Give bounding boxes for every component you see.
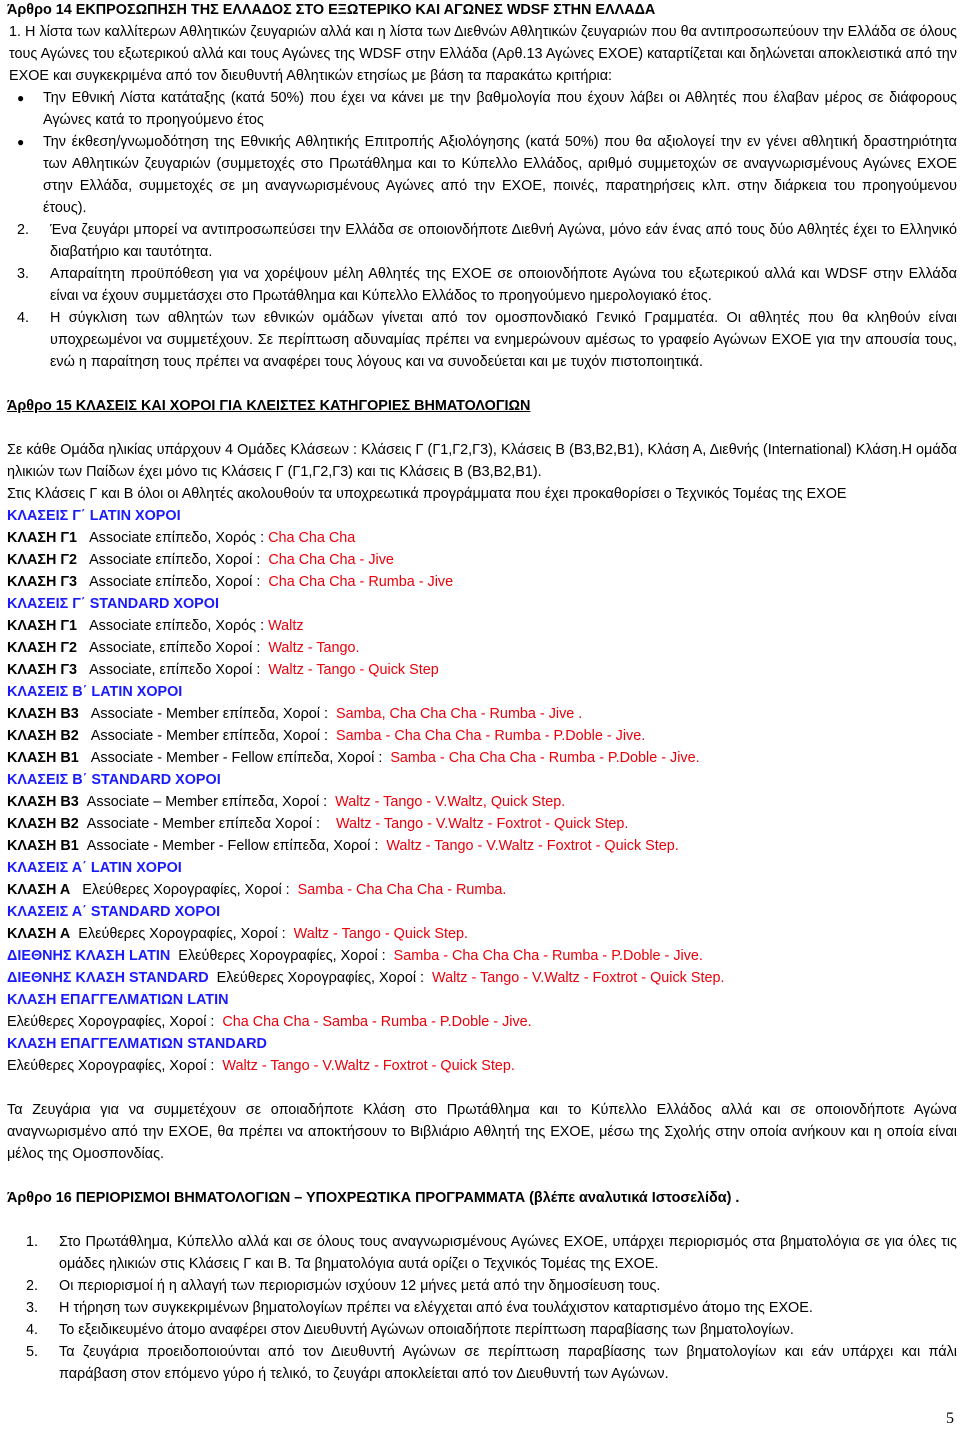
article-16-heading: Άρθρο 16 ΠΕΡΙΟΡΙΣΜΟΙ ΒΗΜΑΤΟΛΟΓΙΩΝ – ΥΠΟΧΡΕΩΤΙΚΑ ΠΡΟΓΡΑΜΜΑΤΑ (βλέπε αναλυτικά Ιστοσελίδα) . xyxy=(7,1190,740,1206)
class-level-description: Associate επίπεδο, Χορός : xyxy=(77,530,269,546)
class-line xyxy=(7,1033,957,1055)
class-name-international: ΔΙΕΘΝΗΣ ΚΛΑΣΗ LATIN xyxy=(7,948,171,964)
bullet-icon: ● xyxy=(17,91,25,105)
class-name: ΚΛΑΣΗ Γ3 xyxy=(7,662,78,678)
class-level-description: Associate - Member - Fellow επίπεδα, Χοροί : xyxy=(78,838,387,854)
list-item-number: 1. xyxy=(26,1234,39,1250)
class-line xyxy=(7,857,957,879)
class-name: ΚΛΑΣΗ Γ2 xyxy=(7,640,78,656)
list-item-number: 3. xyxy=(26,1300,39,1316)
bullet-item xyxy=(7,131,957,219)
class-line xyxy=(7,725,957,747)
class-group-heading: ΚΛΑΣΕΙΣ Α΄ STANDARD ΧΟΡΟΙ xyxy=(7,904,221,920)
class-name: ΚΛΑΣΗ Β2 xyxy=(7,728,79,744)
class-level-description: Ελεύθερες Χορογραφίες, Χοροί : xyxy=(70,926,294,942)
class-level-description: Ελεύθερες Χορογραφίες, Χοροί : xyxy=(7,1014,223,1030)
class-line xyxy=(7,923,957,945)
class-line xyxy=(7,769,957,791)
article-15-heading xyxy=(7,395,957,417)
class-line xyxy=(7,681,957,703)
class-dances: Waltz - Tango - V.Waltz - Foxtrot - Quick Step. xyxy=(386,838,679,854)
list-item-text: Το εξειδικευμένο άτομο αναφέρει στον Διευθυντή Αγώνων οποιαδήποτε περίπτωση παραβίασης των βηματολογίων. xyxy=(59,1322,794,1338)
class-name: ΚΛΑΣΗ Γ1 xyxy=(7,618,78,634)
article-15-closing: Τα Ζευγάρια για να συμμετέχουν σε οποιαδήποτε Κλάση στο Πρωτάθλημα και το Κύπελλο Ελλάδος αλλά και σε οποιονδήποτε Αγώνα αναγνωρισμένο από την ΕΧΟΕ, θα πρέπει να αποκτήσουν το Βιβλιάριο Αθλητή της ΕΧΟΕ, μέσω της Σχολής στην οποία ανήκουν και η οποία είναι μέλος της Ομοσπονδίας. xyxy=(7,1102,957,1162)
class-level-description: Associate - Member επίπεδα, Χοροί : xyxy=(78,728,336,744)
class-name: ΚΛΑΣΗ Γ2 xyxy=(7,552,78,568)
class-name-international: ΔΙΕΘΝΗΣ ΚΛΑΣΗ STANDARD xyxy=(7,970,209,986)
class-dances: Waltz - Tango - V.Waltz, Quick Step. xyxy=(335,794,566,810)
class-dances: Samba, Cha Cha Cha - Rumba - Jive . xyxy=(335,706,583,722)
list-item xyxy=(7,263,957,307)
class-name: ΚΛΑΣΗ Α xyxy=(7,882,71,898)
class-list xyxy=(7,505,957,1077)
list-item-text: Στο Πρωτάθλημα, Κύπελλο αλλά και σε όλους τους αναγνωρισμένους Αγώνες ΕΧΟΕ, υπάρχει περιορισμός στα βηματολόγια σε για όλες τις ομάδες ηλικιών στις Κλάσεις Γ και Β. Τα βηματολόγια αυτά ορίζει ο Τεχνικός Τομέας της ΕΧΟΕ. xyxy=(59,1234,957,1272)
list-item-text: Η σύγκλιση των αθλητών των εθνικών ομάδων γίνεται από τον ομοσπονδιακό Γενικό Γραμματέα. Οι αθλητές που θα κληθούν είναι υποχρεωμένοι να συμμετέχουν. Σε περίπτωση αδυναμίας πρέπει να ενημερώνουν αμέσως το γραφείο Αγώνων ΕΧΟΕ για την απουσία τους, ενώ η παραίτηση τους πρέπει να αναφέρει τους λόγους και να συνοδεύεται και με τυχόν πιστοποιητικά. xyxy=(50,310,957,370)
class-group-heading: ΚΛΑΣΗ ΕΠΑΓΓΕΛΜΑΤΙΩΝ STANDARD xyxy=(7,1036,267,1052)
class-dances: Waltz - Tango - V.Waltz - Foxtrot - Quick Step. xyxy=(335,816,629,832)
class-dances: Samba - Cha Cha Cha - Rumba - P.Doble - Jive. xyxy=(393,948,703,964)
class-line xyxy=(7,901,957,923)
article-16-list xyxy=(7,1231,957,1385)
class-level-description: Ελεύθερες Χορογραφίες, Χοροί : xyxy=(7,1058,223,1074)
list-item-number: 2. xyxy=(26,1278,39,1294)
class-level-description: Associate - Member επίπεδα, Χοροί : xyxy=(78,706,336,722)
page-number: 5 xyxy=(946,1410,954,1427)
class-name: ΚΛΑΣΗ Β3 xyxy=(7,706,79,722)
bullet-item xyxy=(7,87,957,131)
class-line xyxy=(7,945,957,967)
class-line xyxy=(7,593,957,615)
class-line xyxy=(7,813,957,835)
class-dances: Cha Cha Cha - Jive xyxy=(268,552,394,568)
class-level-description: Ελεύθερες Χορογραφίες, Χοροί : xyxy=(208,970,433,986)
list-item-text: Τα ζευγάρια προειδοποιούνται από τον Διευθυντή Αγώνων σε περίπτωση παραβίασης των βηματολογίων και εάν υπάρχει και πάλι παράβαση στον επόμενο γύρο ή τελικό, το ζευγάρι αποκλείεται από τον Διευθυντή των Αγώνων. xyxy=(59,1344,957,1382)
bullet-text: Την έκθεση/γνωμοδότηση της Εθνικής Αθλητικής Επιτροπής Αξιολόγησης (κατά 50%) που θα αξιολογεί την εν γένει αθλητική δραστηριότητα των Αθλητικών ζευγαριών (συμμετοχές στο Πρωτάθλημα και το Κύπελλο Ελλάδος, αριθμό συμμετοχών σε αναγνωρισμένους Αγώνες ΕΧΟΕ στην Ελλάδα, συμμετοχές σε μη αναγνωρισμένους Αγώνες από την ΕΧΟΕ, ποινές, παρατηρήσεις κλπ. στην διάρκεια του προηγούμενου έτους). xyxy=(43,134,957,216)
class-line xyxy=(7,989,957,1011)
class-level-description: Ελεύθερες Χορογραφίες, Χοροί : xyxy=(70,882,298,898)
class-dances: Cha Cha Cha xyxy=(268,530,356,546)
class-dances: Waltz - Tango - Quick Step xyxy=(268,662,439,678)
class-name: ΚΛΑΣΗ Β3 xyxy=(7,794,79,810)
class-line xyxy=(7,1055,957,1077)
class-dances: Waltz - Tango - Quick Step. xyxy=(293,926,469,942)
list-item-number: 4. xyxy=(17,310,30,326)
class-dances: Samba - Cha Cha Cha - Rumba - P.Doble - Jive. xyxy=(335,728,646,744)
class-level-description: Associate, επίπεδο Χοροί : xyxy=(77,662,269,678)
document-page xyxy=(7,0,957,1385)
article-15-intro-2: Στις Κλάσεις Γ και Β όλοι οι Αθλητές ακολουθούν τα υποχρεωτικά προγράμματα που έχει προκαθορίσει ο Τεχνικός Τομέας της ΕΧΟΕ xyxy=(7,486,847,502)
class-line xyxy=(7,967,957,989)
class-group-heading: ΚΛΑΣΕΙΣ Β΄ LATIN ΧΟΡΟΙ xyxy=(7,684,183,700)
class-line xyxy=(7,703,957,725)
class-dances: Waltz xyxy=(268,618,304,634)
class-line xyxy=(7,1011,957,1033)
class-group-heading: ΚΛΑΣΕΙΣ Γ΄ STANDARD ΧΟΡΟΙ xyxy=(7,596,219,612)
class-group-heading: ΚΛΑΣΕΙΣ Α΄ LATIN ΧΟΡΟΙ xyxy=(7,860,182,876)
class-line xyxy=(7,747,957,769)
class-line xyxy=(7,835,957,857)
class-dances: Waltz - Tango. xyxy=(268,640,360,656)
list-item-number: 3. xyxy=(17,266,30,282)
class-name: ΚΛΑΣΗ Β2 xyxy=(7,816,79,832)
class-name: ΚΛΑΣΗ Β1 xyxy=(7,838,79,854)
class-group-heading: ΚΛΑΣΗ ΕΠΑΓΓΕΛΜΑΤΙΩΝ LATIN xyxy=(7,992,229,1008)
class-level-description: Ελεύθερες Χορογραφίες, Χοροί : xyxy=(170,948,394,964)
class-level-description: Associate επίπεδο, Χορός : xyxy=(77,618,269,634)
class-line xyxy=(7,549,957,571)
list-item-text: Απαραίτητη προϋπόθεση για να χορέψουν μέλη Αθλητές της ΕΧΟΕ σε οποιονδήποτε Αγώνα του εξωτερικού αλλά και WDSF στην Ελλάδα είναι να έχουν συμμετάσχει στο Πρωτάθλημα και Κύπελλο Ελλάδος το προηγούμενο ημερολογιακό έτος. xyxy=(50,266,957,304)
article-15-heading-text: Άρθρο 15 ΚΛΑΣΕΙΣ ΚΑΙ ΧΟΡΟΙ ΓΙΑ ΚΛΕΙΣΤΕΣ ΚΑΤΗΓΟΡΙΕΣ ΒΗΜΑΤΟΛΟΓΙΩΝ xyxy=(7,398,531,414)
list-item-text: Οι περιορισμοί ή η αλλαγή των περιορισμών ισχύουν 12 μήνες μετά από την δημοσίευση τους. xyxy=(59,1278,661,1294)
class-line xyxy=(7,615,957,637)
class-level-description: Associate - Member - Fellow επίπεδα, Χοροί : xyxy=(78,750,391,766)
class-level-description: Associate – Member επίπεδα, Χοροί : xyxy=(78,794,336,810)
list-item-number: 2. xyxy=(17,222,30,238)
list-item xyxy=(7,1231,957,1275)
class-level-description: Associate - Member επίπεδα Χοροί : xyxy=(78,816,336,832)
list-item xyxy=(7,1319,957,1341)
article-14-list xyxy=(7,219,957,373)
class-dances: Waltz - Tango - V.Waltz - Foxtrot - Quick Step. xyxy=(222,1058,515,1074)
class-level-description: Associate επίπεδο, Χοροί : xyxy=(77,574,269,590)
class-line xyxy=(7,527,957,549)
class-dances: Cha Cha Cha - Rumba - Jive xyxy=(268,574,454,590)
class-line xyxy=(7,659,957,681)
bullet-icon: ● xyxy=(17,135,25,149)
class-dances: Samba - Cha Cha Cha - Rumba. xyxy=(297,882,507,898)
class-level-description: Associate επίπεδο, Χοροί : xyxy=(77,552,269,568)
list-item-number: 5. xyxy=(26,1344,39,1360)
list-item xyxy=(7,1275,957,1297)
class-group-heading: ΚΛΑΣΕΙΣ Β΄ STANDARD ΧΟΡΟΙ xyxy=(7,772,221,788)
list-item xyxy=(7,1341,957,1385)
bullet-text: Την Εθνική Λίστα κατάταξης (κατά 50%) που έχει να κάνει με την βαθμολογία που έχουν λάβει οι Αθλητές που έλαβαν μέρος σε διάφορους Αγώνες κατά το προηγούμενο έτος xyxy=(43,90,957,128)
class-group-heading: ΚΛΑΣΕΙΣ Γ΄ LATIN ΧΟΡΟΙ xyxy=(7,508,181,524)
class-dances: Waltz - Tango - V.Waltz - Foxtrot - Quick Step. xyxy=(432,970,725,986)
class-line xyxy=(7,505,957,527)
list-item xyxy=(7,1297,957,1319)
class-line xyxy=(7,571,957,593)
class-name: ΚΛΑΣΗ Β1 xyxy=(7,750,79,766)
class-level-description: Associate, επίπεδο Χοροί : xyxy=(77,640,269,656)
article-14-heading: Άρθρο 14 ΕΚΠΡΟΣΩΠΗΣΗ ΤΗΣ ΕΛΛΑΔΟΣ ΣΤΟ ΕΞΩΤΕΡΙΚΟ ΚΑΙ ΑΓΩΝΕΣ WDSF ΣΤΗΝ ΕΛΛΑΔΑ xyxy=(7,2,656,18)
class-name: ΚΛΑΣΗ Γ1 xyxy=(7,530,78,546)
class-line xyxy=(7,879,957,901)
list-item xyxy=(7,219,957,263)
article-14-paragraph-1: 1. Η λίστα των καλλίτερων Αθλητικών ζευγαριών αλλά και η λίστα των Διεθνών Αθλητικών ζευγαριών που θα αντιπροσωπεύουν την Ελλάδα σε όλους τους Αγώνες του εξωτερικού αλλά και τους Αγώνες της WDSF στην Ελλάδα (Αρθ.13 Αγώνες ΕΧΟΕ) καταρτίζεται και δηλώνεται αποκλειστικά από την ΕΧΟΕ και συγκεκριμένα από τον διευθυντή Αθλητικών ετησίως με βάση τα παρακάτω κριτήρια: xyxy=(9,24,957,84)
list-item xyxy=(7,307,957,373)
list-item-number: 4. xyxy=(26,1322,39,1338)
class-name: ΚΛΑΣΗ Γ3 xyxy=(7,574,78,590)
class-dances: Cha Cha Cha - Samba - Rumba - P.Doble - Jive. xyxy=(222,1014,532,1030)
article-15-intro: Σε κάθε Ομάδα ηλικίας υπάρχουν 4 Ομάδες Κλάσεων : Κλάσεις Γ (Γ1,Γ2,Γ3), Κλάσεις Β (Β3,Β2,Β1), Κλάση Α, Διεθνής (International) Κλάση.Η ομάδα ηλικιών των Παίδων έχει μόνο τις Κλάσεις Γ (Γ1,Γ2,Γ3) και τις Κλάσεις Β (Β3,Β2,Β1). xyxy=(7,442,957,480)
class-line xyxy=(7,637,957,659)
list-item-text: Ένα ζευγάρι μπορεί να αντιπροσωπεύσει την Ελλάδα σε οποιονδήποτε Διεθνή Αγώνα, μόνο εάν ένας από τους δύο Αθλητές έχει το Ελληνικό διαβατήριο και ταυτότητα. xyxy=(50,222,957,260)
class-name: ΚΛΑΣΗ Α xyxy=(7,926,71,942)
list-item-text: Η τήρηση των συγκεκριμένων βηματολογίων πρέπει να ελέγχεται από ένα τουλάχιστον καταρτισμένο άτομο της ΕΧΟΕ. xyxy=(59,1300,813,1316)
class-dances: Samba - Cha Cha Cha - Rumba - P.Doble - Jive. xyxy=(390,750,700,766)
class-line xyxy=(7,791,957,813)
